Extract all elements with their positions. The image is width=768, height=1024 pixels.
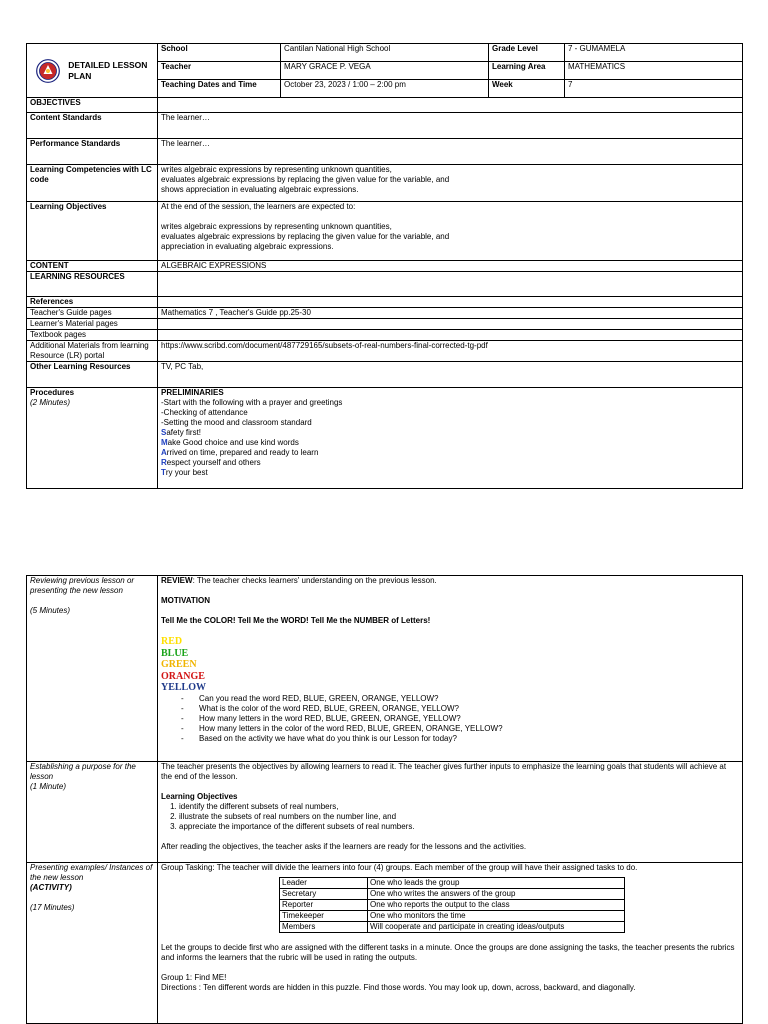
textbook-label: Textbook pages (27, 330, 158, 341)
content-value: ALGEBRAIC EXPRESSIONS (158, 261, 743, 272)
purpose-label-cell (27, 762, 158, 863)
purpose-objectives-list (161, 802, 739, 832)
standard-item-respect: Respect yourself and others (161, 458, 261, 467)
color-word-blue: BLUE (161, 647, 189, 659)
group1-directions: Directions : Ten different words are hidden in this puzzle. Find those words. You may look up, down, across, backward, and diagonally. (161, 983, 636, 992)
teacher-label: Teacher (158, 62, 281, 80)
activity-label: (ACTIVITY) (30, 883, 72, 892)
procedure-item: -Start with the following with a prayer and greetings (161, 398, 343, 407)
learning-objective-item: writes algebraic expressions by representing unknown quantities, (161, 222, 392, 231)
learning-objective-item: appreciation in evaluating algebraic expressions. (161, 242, 334, 251)
document-title: DETAILED LESSON PLAN (68, 59, 148, 81)
teachers-guide-value: Mathematics 7 , Teacher's Guide pp.25-30 (158, 308, 743, 319)
color-word-green: GREEN (161, 659, 197, 670)
other-resources-label: Other Learning Resources (27, 362, 158, 388)
week-label: Week (489, 80, 565, 98)
table-row: Timekeeper One who monitors the time (280, 911, 625, 922)
competency-item: writes algebraic expressions by representing unknown quantities, (161, 165, 392, 174)
school-value: Cantilan National High School (281, 44, 489, 62)
review-label-cell (27, 576, 158, 762)
grade-level-value: 7 - GUMAMELA (565, 44, 743, 62)
review-text: REVIEW: The teacher checks learners' understanding on the previous lesson. (161, 576, 437, 585)
standard-item-safety: Safety first! (161, 428, 202, 437)
dates-label: Teaching Dates and Time (158, 80, 281, 98)
content-standards-label: Content Standards (27, 113, 158, 139)
learning-area-value: MATHEMATICS (565, 62, 743, 80)
preliminaries-heading: PRELIMINARIES (161, 388, 224, 397)
additional-materials-label: Additional Materials from learning Resource (LR) portal (27, 341, 158, 362)
school-logo-cell (27, 44, 158, 98)
question-item: - How many letters in the word RED, BLUE, GREEN, ORANGE, YELLOW? (199, 714, 739, 724)
header-table (26, 43, 743, 98)
learning-objective-item: evaluates algebraic expressions by replacing the given value for the variable, and (161, 232, 450, 241)
teachers-guide-label: Teacher's Guide pages (27, 308, 158, 319)
question-item: - What is the color of the word RED, BLUE, GREEN, ORANGE, YELLOW? (199, 704, 739, 714)
references-label: References (27, 297, 158, 308)
standard-item-try: Try your best (161, 468, 208, 477)
procedures-label: Procedures (30, 388, 75, 397)
roles-table (279, 877, 625, 933)
purpose-content (158, 762, 743, 863)
learning-objectives-label: Learning Objectives (27, 202, 158, 261)
performance-standards-label: Performance Standards (27, 139, 158, 165)
question-item: - How many letters in the color of the word RED, BLUE, GREEN, ORANGE, YELLOW? (199, 724, 739, 734)
question-item: - Based on the activity we have what do you think is our Lesson for today? (199, 734, 739, 744)
motivation-heading: MOTIVATION (161, 596, 211, 605)
group1-title: Group 1: Find ME! (161, 973, 227, 982)
content-standards-value: The learner… (158, 113, 743, 139)
lesson-plan-page-2 (26, 575, 742, 1024)
purpose-time: (1 Minute) (30, 782, 67, 791)
standard-item-arrived: Arrived on time, prepared and ready to learn (161, 448, 319, 457)
week-value: 7 (565, 80, 743, 98)
procedure-item: -Checking of attendance (161, 408, 248, 417)
teacher-value: MARY GRACE P. VEGA (281, 62, 489, 80)
table-row: Reporter One who reports the output to the class (280, 900, 625, 911)
table-row: Secretary One who writes the answers of the group (280, 889, 625, 900)
procedures-label-cell (27, 388, 158, 489)
deped-seal-icon (36, 59, 60, 83)
other-resources-value: TV, PC Tab, (158, 362, 743, 388)
procedures-time: (2 Minutes) (30, 398, 71, 407)
objectives-heading: OBJECTIVES (27, 98, 158, 113)
table-row: Leader One who leads the group (280, 878, 625, 889)
lesson-plan-page-1 (26, 43, 742, 489)
additional-materials-link[interactable]: https://www.scribd.com/document/487729165/subsets-of-real-numbers-final-corrected-tg-pdf (158, 341, 743, 362)
color-word-yellow: YELLOW (161, 682, 207, 693)
learning-area-label: Learning Area (489, 62, 565, 80)
grade-level-label: Grade Level (489, 44, 565, 62)
review-content (158, 576, 743, 762)
examples-content (158, 863, 743, 1024)
examples-label: Presenting examples/ Instances of the new lesson (30, 863, 153, 882)
competency-item: evaluates algebraic expressions by replacing the given value for the variable, and (161, 175, 450, 184)
question-item: - Can you read the word RED, BLUE, GREEN, ORANGE, YELLOW? (199, 694, 739, 704)
purpose-closing: After reading the objectives, the teacher asks if the learners are ready for the lessons and the activities. (161, 842, 527, 851)
competencies-label: Learning Competencies with LC code (27, 165, 158, 202)
procedures-content (158, 388, 743, 489)
examples-time: (17 Minutes) (30, 903, 75, 912)
objective-item: 1. identify the different subsets of real numbers, (179, 802, 739, 812)
learning-objectives-value (158, 202, 743, 261)
procedure-item: -Setting the mood and classroom standard (161, 418, 312, 427)
school-label: School (158, 44, 281, 62)
table-row: Members Will cooperate and participate in creating ideas/outputs (280, 922, 625, 933)
competency-item: shows appreciation in evaluating algebraic expressions. (161, 185, 359, 194)
content-label: CONTENT (27, 261, 158, 272)
review-time: (5 Minutes) (30, 606, 71, 615)
dates-value: October 23, 2023 / 1:00 – 2:00 pm (281, 80, 489, 98)
examples-label-cell (27, 863, 158, 1024)
procedures-table (26, 575, 743, 1024)
purpose-label: Establishing a purpose for the lesson (30, 762, 136, 781)
objectives-table (26, 97, 743, 489)
review-label: Reviewing previous lesson or presenting the new lesson (30, 576, 135, 595)
objective-item: 3. appreciate the importance of the different subsets of real numbers. (179, 822, 739, 832)
learners-material-label: Learner's Material pages (27, 319, 158, 330)
color-word-red: RED (161, 636, 183, 647)
standard-item-make: Make Good choice and use kind words (161, 438, 299, 447)
learning-objectives-intro: At the end of the session, the learners are expected to: (161, 202, 356, 211)
group-tasking-text: Group Tasking: The teacher will divide the learners into four (4) groups. Each member of the group will have their assigned tasks to do. (161, 863, 638, 872)
learning-resources-label: LEARNING RESOURCES (27, 272, 158, 297)
color-word-orange: ORANGE (161, 670, 205, 682)
objective-item: 2. illustrate the subsets of real numbers on the number line, and (179, 812, 739, 822)
competencies-value (158, 165, 743, 202)
after-tasking-text: Let the groups to decide first who are assigned with the different tasks in a minute. Once the groups are done assigning the tasks, the teacher presents the rubrics and informs the learners that the rubric will be used in rating the outputs. (161, 943, 735, 962)
motivation-questions (161, 694, 739, 744)
game-title: Tell Me the COLOR! Tell Me the WORD! Tell Me the NUMBER of Letters! (161, 616, 431, 625)
purpose-objectives-heading: Learning Objectives (161, 792, 238, 801)
performance-standards-value: The learner… (158, 139, 743, 165)
purpose-text: The teacher presents the objectives by allowing learners to read it. The teacher gives further inputs to emphasize the learning goals that students will achieve at the end of the lesson. (161, 762, 727, 781)
